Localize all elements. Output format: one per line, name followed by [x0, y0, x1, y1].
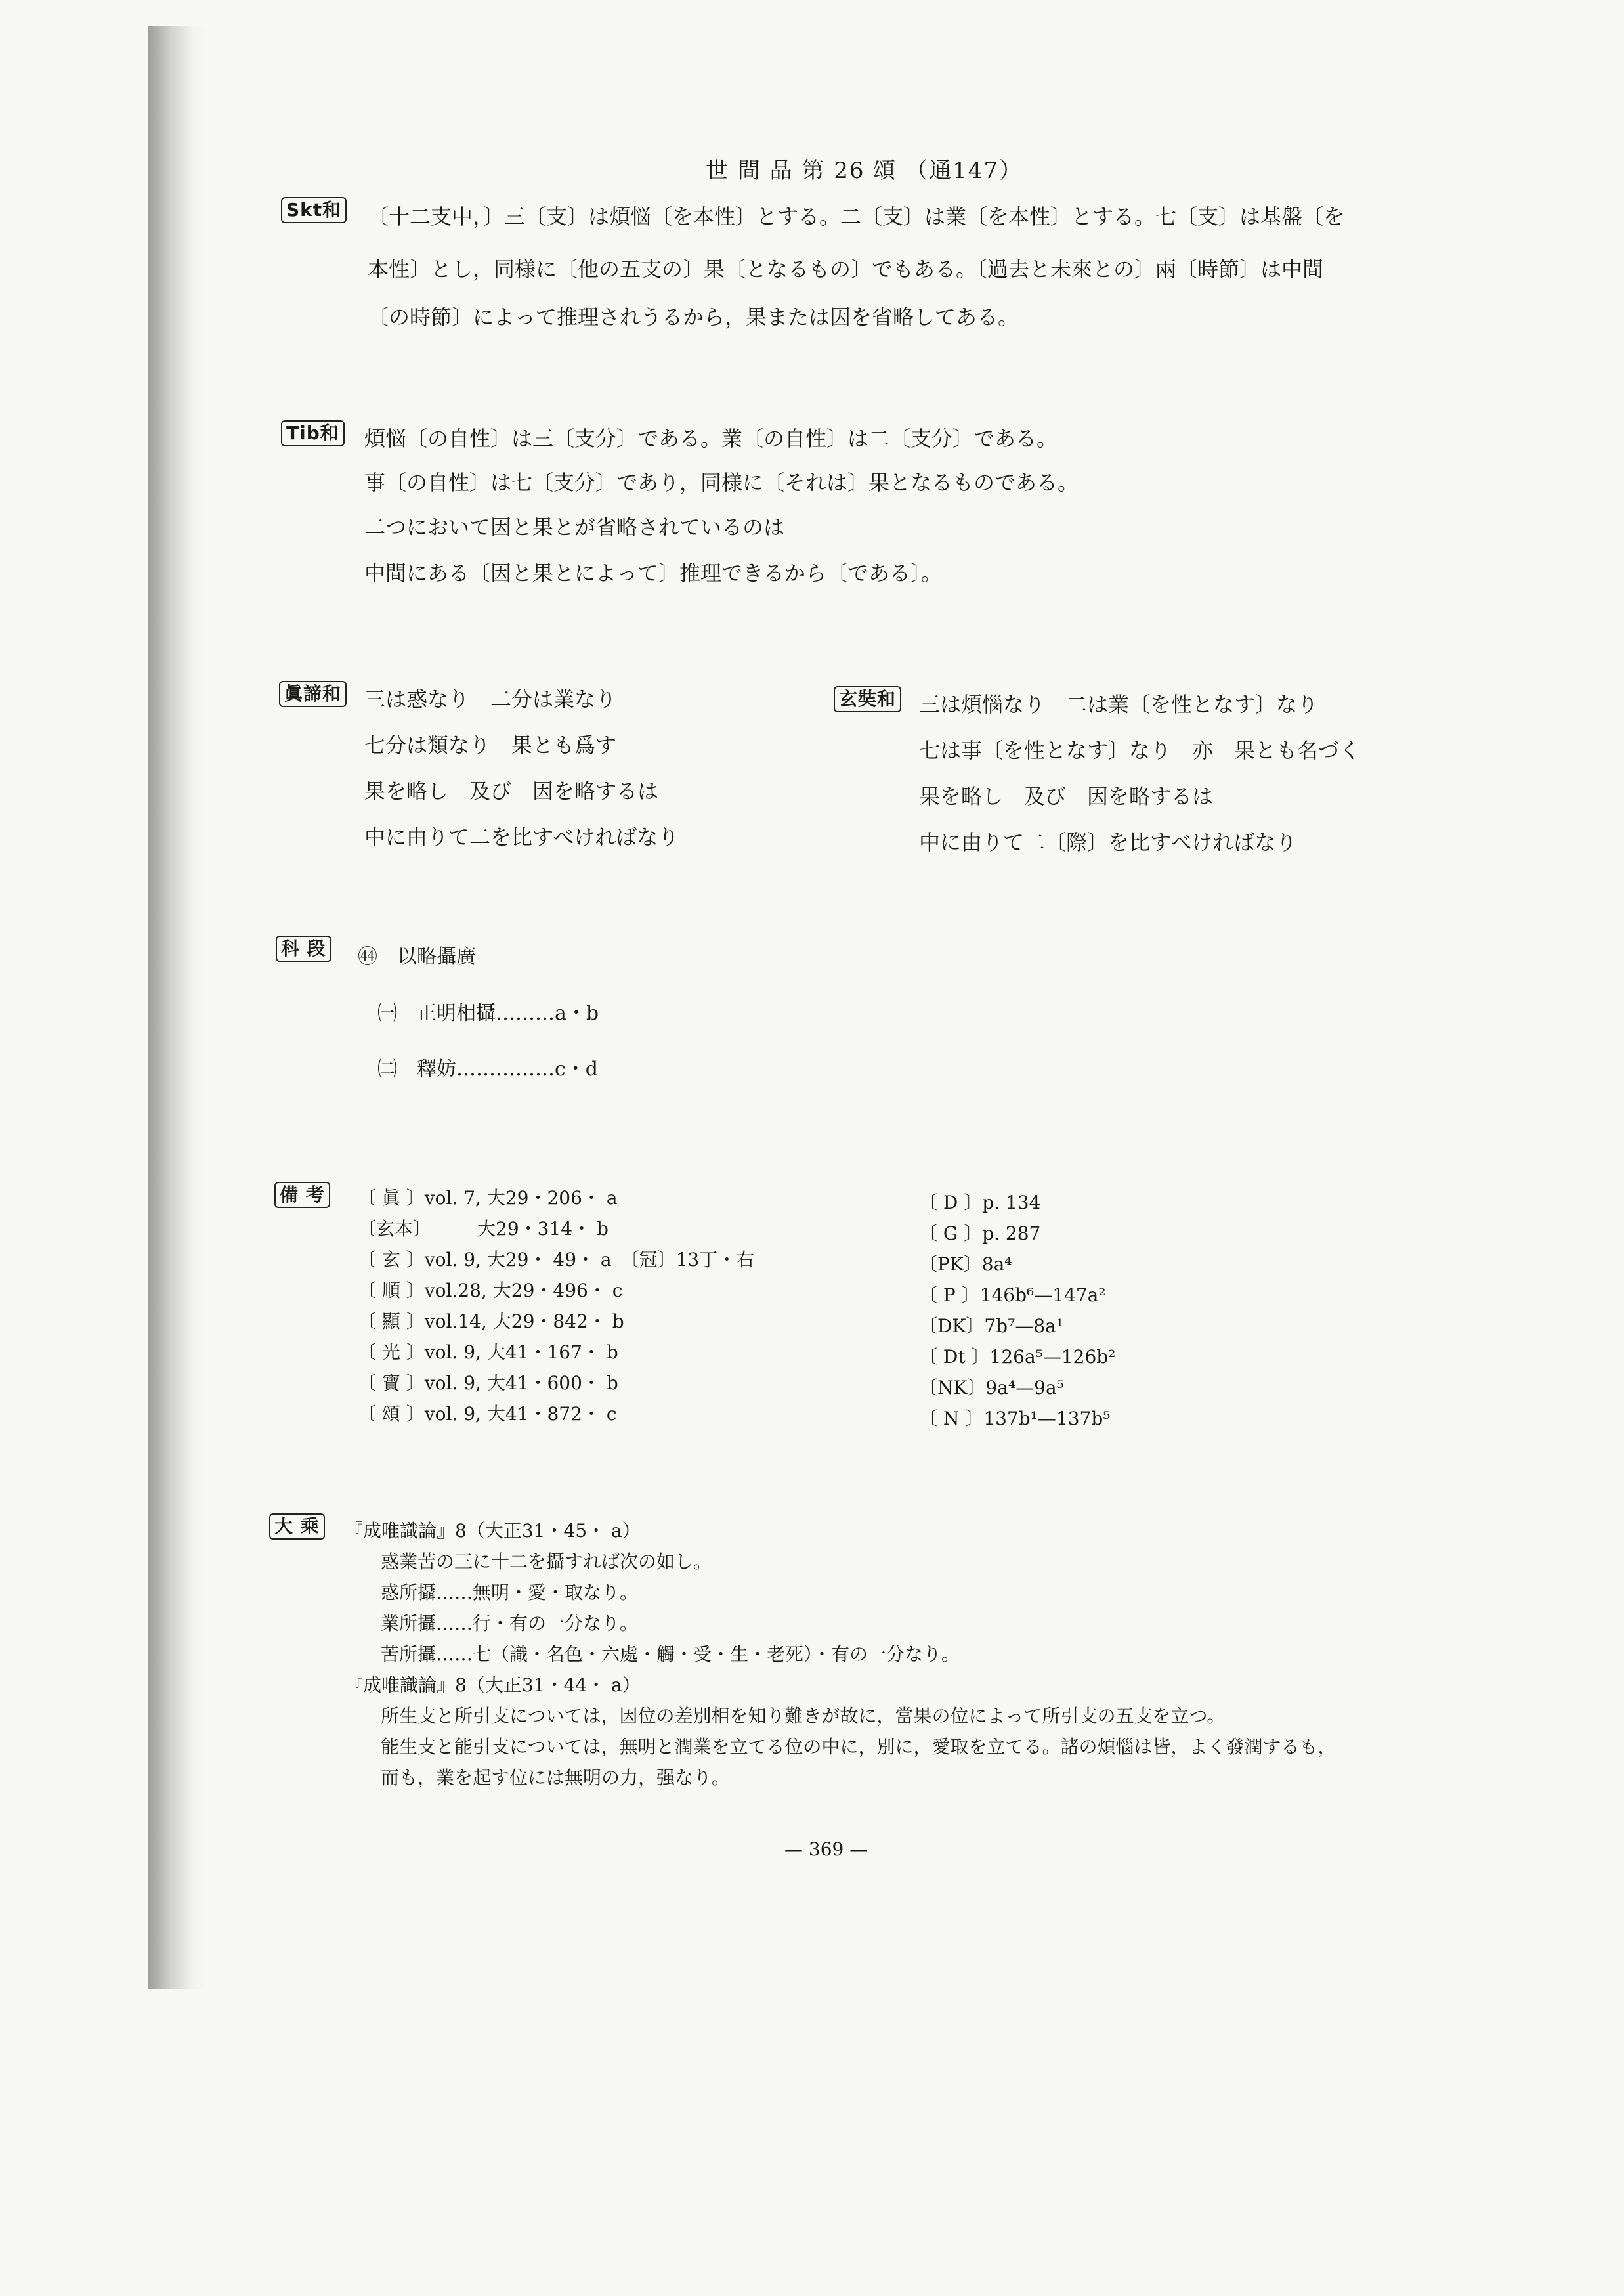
kadan-item-2-num: ㈡ [377, 1058, 397, 1081]
genjo-label: 玄奘和 [834, 686, 901, 712]
kadan-item-2-text: 釋妨……………c・d [417, 1058, 599, 1081]
kadan-item-1-num: ㈠ [377, 1002, 397, 1025]
biko-right-6: 〔 Dt 〕126a⁵—126b² [919, 1346, 1116, 1368]
shintai-label: 眞諦和 [279, 681, 347, 707]
genjo-line-4: 中に由りて二〔際〕を比すべければなり [919, 830, 1297, 855]
biko-left-4: 〔 順 〕vol.28, 大29・496・ c [358, 1280, 623, 1301]
biko-right-5: 〔DK〕7b⁷—8a¹ [919, 1315, 1064, 1337]
genjo-line-1: 三は煩惱なり 二は業〔を性となす〕なり [919, 692, 1319, 717]
daijo-line-9: 而も，業を起す位には無明の力，强なり。 [381, 1767, 731, 1788]
genjo-line-3: 果を略し 及び 因を略するは [919, 784, 1214, 809]
biko-left-2: 〔玄本〕 大29・314・ b [358, 1218, 609, 1240]
tib-line-3: 二つにおいて因と果とが省略されているのは [364, 515, 785, 540]
daijo-line-2: 惑業苦の三に十二を攝すれば次の如し。 [381, 1551, 712, 1572]
shintai-line-1: 三は惑なり 二分は業なり [364, 687, 617, 712]
page-number: — 369 — [784, 1838, 868, 1860]
biko-left-8: 〔 頌 〕vol. 9, 大41・872・ c [358, 1403, 617, 1425]
tib-line-4: 中間にある〔因と果とによって〕推理できるから〔である〕。 [364, 561, 943, 586]
daijo-line-3: 惑所攝……無明・愛・取なり。 [381, 1582, 639, 1603]
tib-label: Tib和 [281, 420, 345, 446]
daijo-label: 大 乘 [269, 1513, 325, 1540]
scan-shadow [148, 26, 207, 1989]
daijo-line-5: 苦所攝……七（識・名色・六處・觸・受・生・老死）・有の一分なり。 [381, 1643, 960, 1665]
biko-left-7: 〔 寶 〕vol. 9, 大41・600・ b [358, 1372, 618, 1394]
daijo-line-1: 『成唯識論』8（大正31・45・ a） [345, 1520, 641, 1542]
skt-line-3: 〔の時節〕によって推理されうるから，果または因を省略してある。 [368, 305, 1019, 330]
tib-line-2: 事〔の自性〕は七〔支分〕であり，同様に〔それは〕果となるものである。 [364, 470, 1079, 495]
daijo-line-4: 業所攝……行・有の一分なり。 [381, 1613, 639, 1634]
daijo-line-8: 能生支と能引支については，無明と潤業を立てる位の中に，別に，愛取を立てる。諸の煩惱は皆，よく發潤するも， [381, 1736, 1336, 1758]
kadan-item-1-text: 正明相攝………a・b [417, 1002, 599, 1025]
kadan-heading: 以略攝廣 [397, 945, 476, 968]
shintai-line-4: 中に由りて二を比すべければなり [364, 825, 679, 850]
page-title: 世 間 品 第 26 頌 （通147） [706, 158, 1023, 184]
skt-line-2: 本性〕とし，同様に〔他の五支の〕果〔となるもの〕でもある。〔過去と未來との〕兩〔時節〕は中間 [368, 257, 1324, 282]
biko-left-1: 〔 眞 〕vol. 7, 大29・206・ a [358, 1187, 618, 1209]
skt-label: Skt和 [281, 197, 347, 223]
biko-right-3: 〔PK〕8a⁴ [919, 1253, 1012, 1275]
biko-left-5: 〔 顯 〕vol.14, 大29・842・ b [358, 1310, 624, 1332]
kadan-marker: ㊹ [358, 945, 377, 968]
biko-label: 備 考 [274, 1182, 330, 1208]
biko-right-1: 〔 D 〕p. 134 [919, 1192, 1041, 1213]
biko-right-7: 〔NK〕9a⁴—9a⁵ [919, 1377, 1064, 1398]
daijo-line-7: 所生支と所引支については，因位の差別相を知り難きが故に，當果の位によって所引支の五支を立つ。 [381, 1705, 1226, 1727]
shintai-line-2: 七分は類なり 果とも爲す [364, 733, 617, 758]
shintai-line-3: 果を略し 及び 因を略するは [364, 779, 659, 804]
daijo-line-6: 『成唯識論』8（大正31・44・ a） [345, 1674, 641, 1696]
skt-line-1: 〔十二支中，〕三〔支〕は煩悩〔を本性〕とする。二〔支〕は業〔を本性〕とする。七〔支〕は基盤〔を [368, 204, 1345, 229]
tib-line-1: 煩悩〔の自性〕は三〔支分〕である。業〔の自性〕は二〔支分〕である。 [364, 426, 1058, 451]
genjo-line-2: 七は事〔を性となす〕なり 亦 果とも名づく [919, 738, 1361, 763]
biko-right-8: 〔 N 〕137b¹—137b⁵ [919, 1408, 1111, 1429]
biko-right-2: 〔 G 〕p. 287 [919, 1223, 1041, 1244]
biko-left-3: 〔 玄 〕vol. 9, 大29・ 49・ a 〔冠〕13丁・右 [358, 1249, 755, 1270]
kadan-label: 科 段 [276, 936, 331, 962]
biko-right-4: 〔 P 〕146b⁶—147a² [919, 1284, 1106, 1306]
biko-left-6: 〔 光 〕vol. 9, 大41・167・ b [358, 1341, 618, 1363]
